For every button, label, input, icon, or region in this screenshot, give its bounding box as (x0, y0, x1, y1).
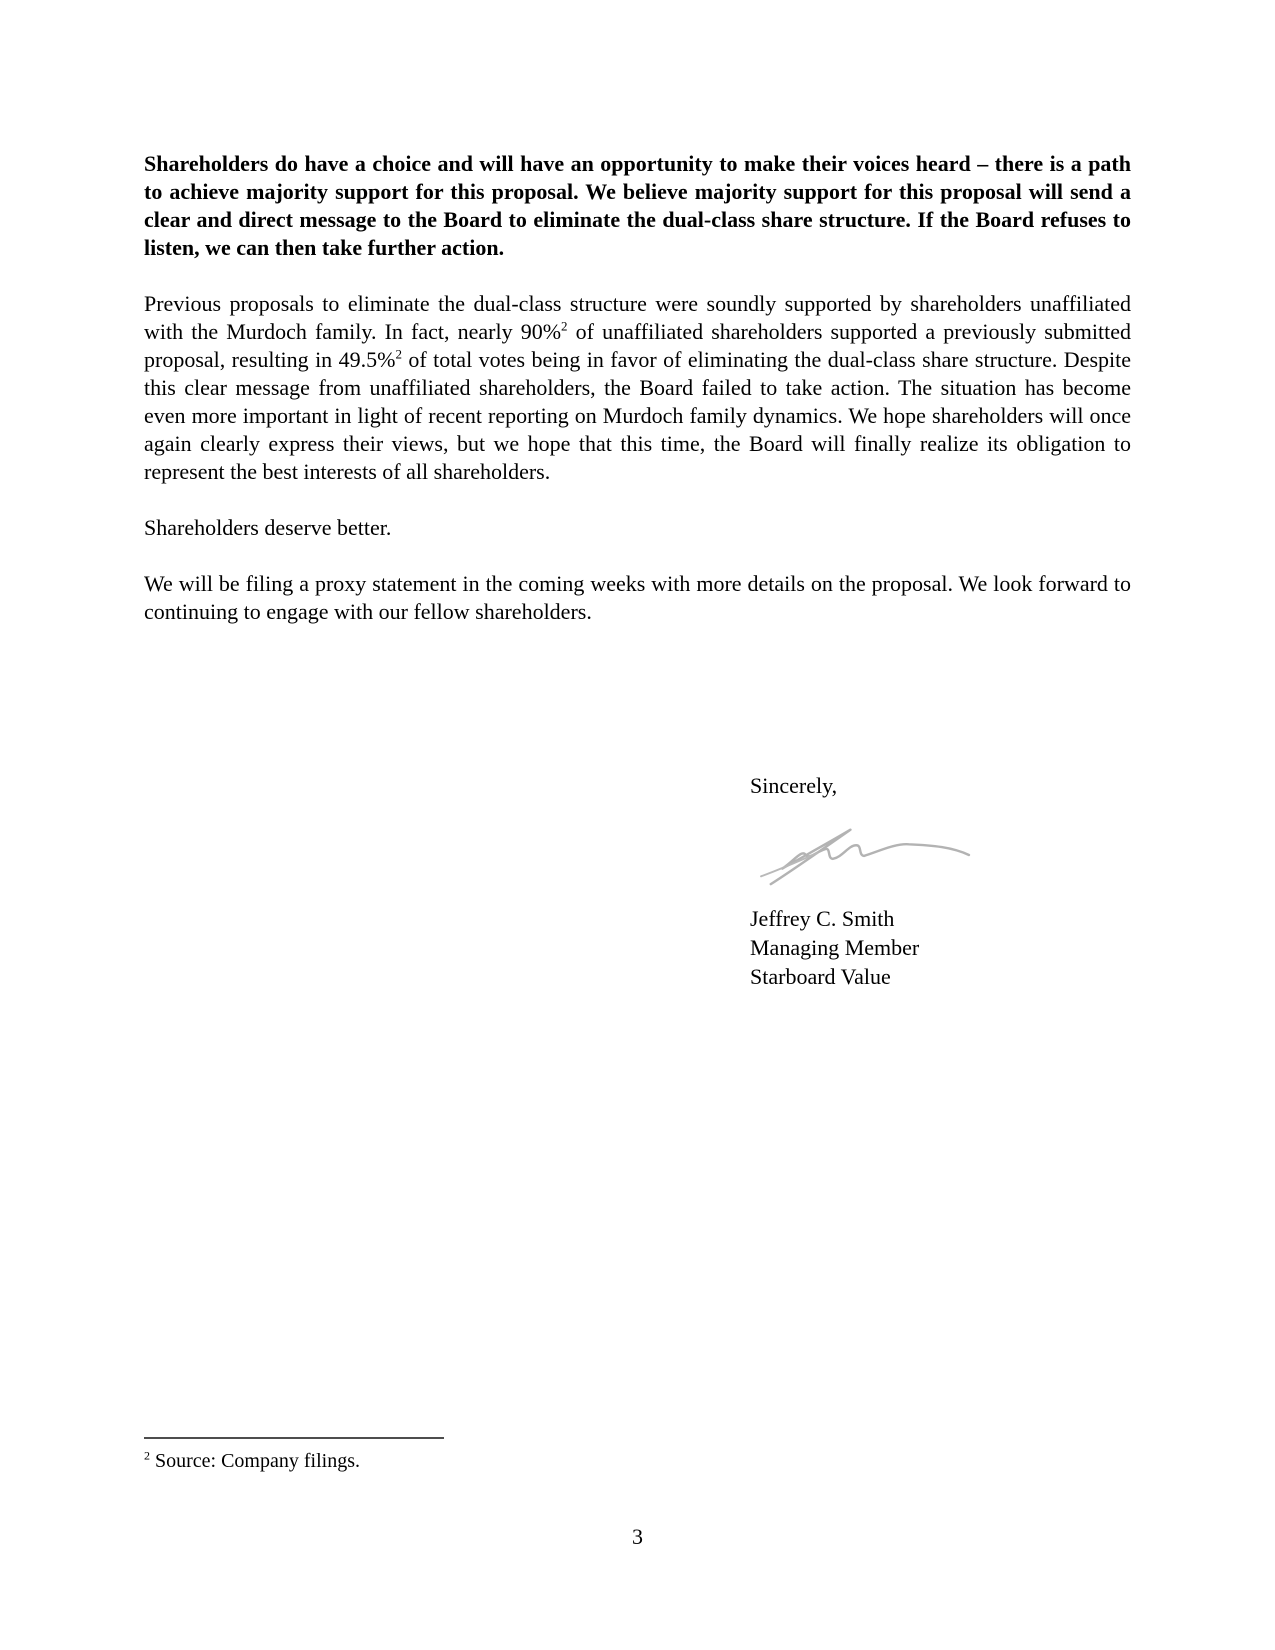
signer-identity (750, 904, 980, 991)
deserve-better-paragraph: Shareholders deserve better. (144, 515, 392, 540)
footnote-section (144, 1437, 444, 1474)
body-paragraph-text-2: of unaffiliated shareholders supported a previously submitted proposal, resulting in 49.5% (144, 319, 1132, 372)
footnote-text-line (144, 1448, 444, 1474)
footnote-marker: 2 (144, 1448, 150, 1463)
footnote-separator-rule (144, 1437, 444, 1439)
letter-body (144, 150, 1131, 626)
footnote-text: Source: Company filings. (155, 1450, 360, 1472)
page-number: 3 (632, 1524, 643, 1549)
body-paragraph (144, 290, 1131, 486)
signature-block (750, 772, 980, 991)
handwritten-signature-image (750, 820, 980, 888)
footnote-reference-1: 2 (561, 318, 568, 334)
footnote-reference-2: 2 (395, 346, 402, 362)
closing-paragraph: We will be filing a proxy statement in the coming weeks with more details on the proposal. We look forward to continuing to engage with our fellow shareholders. (144, 571, 1131, 624)
bold-statement-paragraph: Shareholders do have a choice and will have an opportunity to make their voices heard – there is a path to achieve majority support for this proposal. We believe majority support for this proposal will send a clear and direct message to the Board to eliminate the dual-class share structure. If the Board refuses to listen, we can then take further action. (144, 151, 1131, 260)
body-paragraph-text-3: of total votes being in favor of eliminating the dual-class share structure. Despite this clear message from unaffiliated shareholders, the Board failed to take action. The situation has become even more important in light of recent reporting on Murdoch family dynamics. We hope shareholders will once again clearly express their views, but we hope that this time, the Board will finally realize its obligation to represent the best interests of all shareholders. (144, 347, 1132, 484)
body-paragraph-text-1: Previous proposals to eliminate the dual-class structure were soundly supported by shareholders unaffiliated with the Murdoch family. In fact, nearly 90% (144, 291, 1131, 344)
signer-name: Jeffrey C. Smith (750, 906, 895, 931)
signer-title: Managing Member (750, 935, 920, 960)
signer-company: Starboard Value (750, 964, 891, 989)
closing-salutation: Sincerely, (750, 773, 838, 798)
